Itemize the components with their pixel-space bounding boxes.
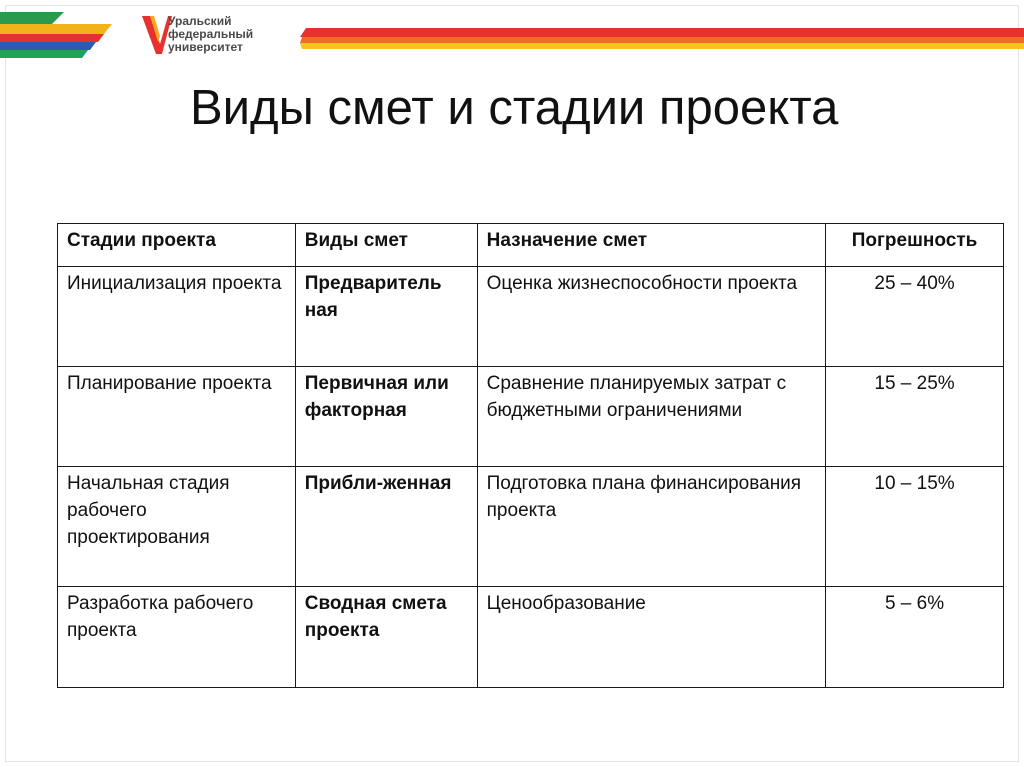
cell-purpose: Подготовка плана финансирования проекта xyxy=(477,467,825,587)
header-kind: Виды смет xyxy=(295,224,477,267)
header-purpose: Назначение смет xyxy=(477,224,825,267)
estimates-table xyxy=(57,223,1004,688)
cell-purpose: Ценообразование xyxy=(477,587,825,688)
right-color-stripes xyxy=(300,28,1024,52)
left-color-stripes xyxy=(0,12,116,62)
cell-stage: Инициализация проекта xyxy=(58,267,296,367)
header-error: Погрешность xyxy=(826,224,1004,267)
header-stage: Стадии проекта xyxy=(58,224,296,267)
university-name xyxy=(168,15,253,54)
cell-stage: Планирование проекта xyxy=(58,367,296,467)
cell-error: 5 – 6% xyxy=(826,587,1004,688)
university-name-line-3: университет xyxy=(168,40,243,54)
cell-error: 25 – 40% xyxy=(826,267,1004,367)
cell-stage: Разработка рабочего проекта xyxy=(58,587,296,688)
university-name-line-2: федеральный xyxy=(168,27,254,41)
slide-title: Виды смет и стадии проекта xyxy=(190,81,839,135)
table-row xyxy=(58,267,1004,367)
cell-kind: Первичная или факторная xyxy=(295,367,477,467)
cell-purpose: Сравнение планируемых затрат с бюджетными ограничениями xyxy=(477,367,825,467)
cell-stage: Начальная стадия рабочего проектирования xyxy=(58,467,296,587)
cell-kind: Предваритель ная xyxy=(295,267,477,367)
cell-kind: Прибли-женная xyxy=(295,467,477,587)
university-name-line-1: Уральский xyxy=(168,14,232,28)
table-row xyxy=(58,467,1004,587)
cell-kind: Сводная смета проекта xyxy=(295,587,477,688)
cell-error: 15 – 25% xyxy=(826,367,1004,467)
table-row xyxy=(58,587,1004,688)
cell-purpose: Оценка жизнеспособности проекта xyxy=(477,267,825,367)
table-header-row xyxy=(58,224,1004,267)
table-row xyxy=(58,367,1004,467)
cell-error: 10 – 15% xyxy=(826,467,1004,587)
